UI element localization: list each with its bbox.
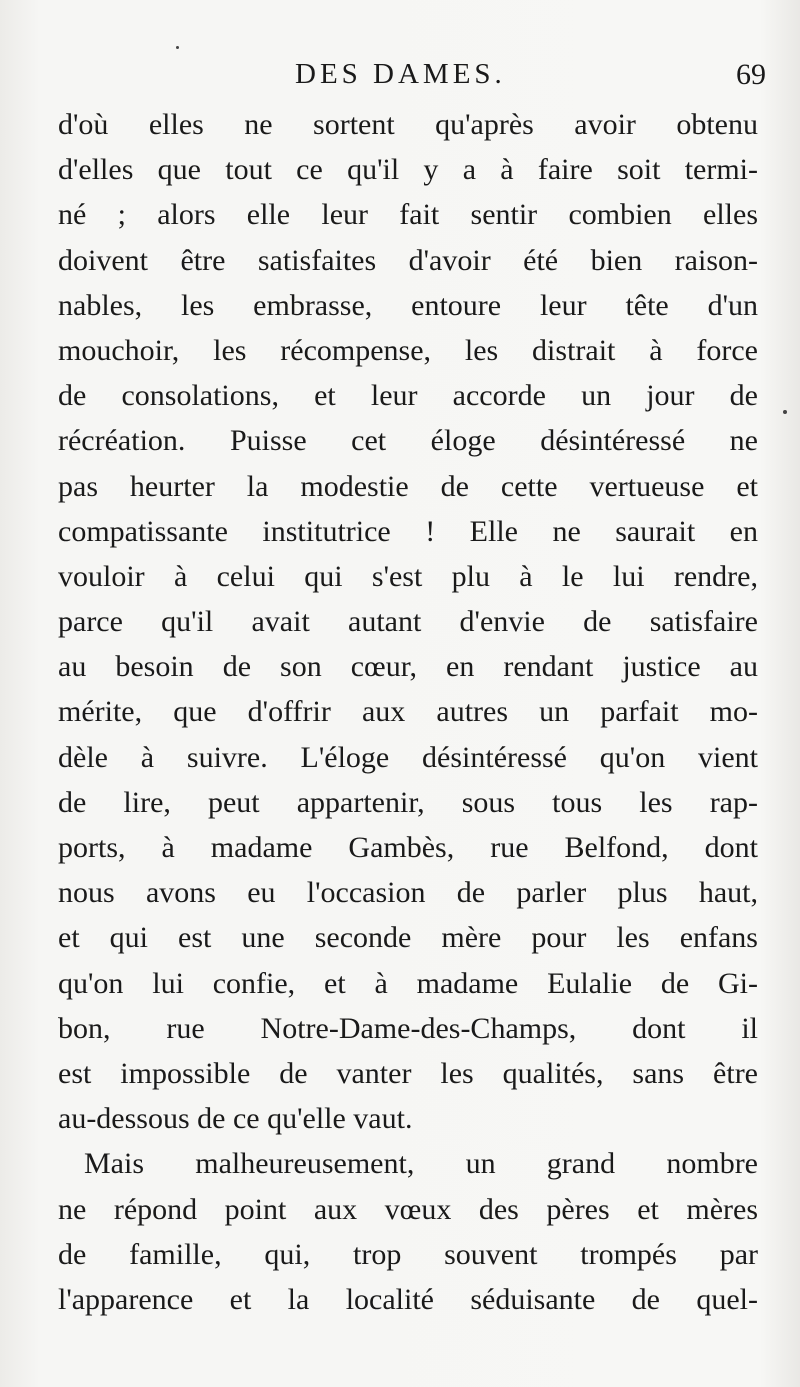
text-line: et qui est une seconde mère pour les enfans	[58, 921, 758, 955]
ink-speck	[176, 46, 179, 49]
text-line: vouloir à celui qui s'est plu à le lui rendre,	[58, 559, 758, 593]
text-line: mouchoir, les récompense, les distrait à force	[58, 333, 758, 367]
text-line: nables, les embrasse, entoure leur tête d'un	[58, 288, 758, 322]
running-head: DES DAMES.	[295, 58, 506, 90]
text-line: de lire, peut appartenir, sous tous les rap-	[58, 785, 758, 819]
text-line: de famille, qui, trop souvent trompés par	[58, 1237, 758, 1271]
page-number: 69	[736, 58, 766, 91]
text-line: nous avons eu l'occasion de parler plus haut,	[58, 876, 758, 910]
text-line: né ; alors elle leur fait sentir combien elles	[58, 198, 758, 232]
text-line-paragraph-start: Mais malheureusement, un grand nombre	[84, 1147, 758, 1181]
text-line-paragraph-end: au-dessous de ce qu'elle vaut.	[58, 1102, 413, 1136]
text-line: au besoin de son cœur, en rendant justice au	[58, 650, 758, 684]
text-line: l'apparence et la localité séduisante de quel-	[58, 1282, 758, 1316]
page-header	[0, 52, 800, 100]
text-line: doivent être satisfaites d'avoir été bien raison-	[58, 243, 758, 277]
text-line: d'elles que tout ce qu'il y a à faire soit termi-	[58, 153, 758, 187]
text-line: compatissante institutrice ! Elle ne saurait en	[58, 514, 758, 548]
text-line: est impossible de vanter les qualités, sans être	[58, 1056, 758, 1090]
text-line: dèle à suivre. L'éloge désintéressé qu'on vient	[58, 740, 758, 774]
text-line: ports, à madame Gambès, rue Belfond, dont	[58, 831, 758, 864]
text-line: qu'on lui confie, et à madame Eulalie de Gi-	[58, 966, 758, 1000]
text-line: mérite, que d'offrir aux autres un parfait mo-	[58, 695, 758, 729]
ink-speck	[783, 410, 787, 414]
text-line: pas heurter la modestie de cette vertueuse et	[58, 469, 758, 503]
text-line: d'où elles ne sortent qu'après avoir obtenu	[58, 108, 758, 141]
text-line: ne répond point aux vœux des pères et mères	[58, 1192, 758, 1226]
text-line: de consolations, et leur accorde un jour de	[58, 379, 758, 413]
body-text	[58, 102, 758, 1322]
text-line: récréation. Puisse cet éloge désintéressé ne	[58, 424, 758, 458]
text-line: parce qu'il avait autant d'envie de satisfaire	[58, 605, 758, 639]
text-line: bon, rue Notre-Dame-des-Champs, dont il	[58, 1011, 758, 1045]
